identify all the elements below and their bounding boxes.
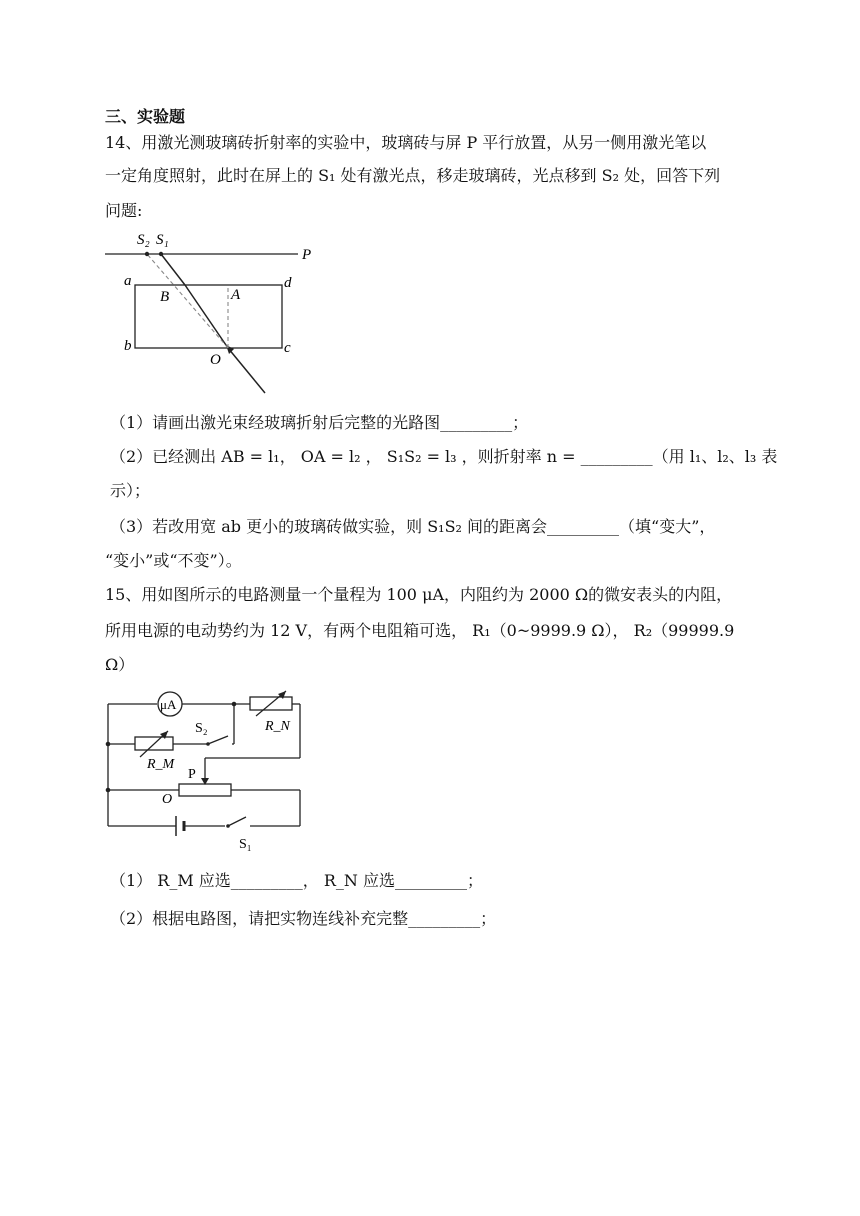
q14-sub-3b: “变小”或“不变”）。 [105,551,242,570]
label-c: c [284,340,291,356]
label-p: P [188,767,196,782]
point-s2 [145,252,149,256]
label-a-point: A [231,287,241,303]
q14-sub-1: （1）请画出激光束经玻璃折射后完整的光路图_________； [110,413,529,432]
label-b-corner: b [124,338,132,354]
label-rn: R_N [265,719,290,734]
q14-sub-2a: （2）已经测出 AB = l₁， OA = l₂ ， S₁S₂ = l₃ ，则折射率 n = _________（用 l₁、l₂、l₃ 表 [110,447,778,466]
switch-s2 [208,736,228,744]
label-s1: S₁ [156,232,169,248]
label-s2: S₂ [137,232,150,248]
label-d: d [284,275,292,291]
circuit-diagram [100,686,310,856]
label-p: P [302,247,312,263]
glass-brick [135,285,282,348]
q15-sub-2: （2）根据电路图，请把实物连线补充完整_________； [110,909,497,928]
section-title: 三、实验题 [105,107,186,126]
rheostat [179,784,231,796]
point-s1 [159,252,163,256]
q14-sub-2b: 示）； [110,481,151,500]
q14-line-3: 问题: [105,201,143,220]
label-a-corner: a [124,273,132,289]
incident-ray [228,348,265,393]
label-meter: μA [160,697,177,712]
switch-s1 [228,817,246,826]
refraction-figure [100,228,330,404]
circuit-figure [100,686,310,860]
q15-line-1: 15、用如图所示的电路测量一个量程为 100 μA，内阻约为 2000 Ω的微安表头的内阻， [105,585,733,604]
refraction-diagram [100,228,330,400]
q14-sub-3a: （3）若改用宽 ab 更小的玻璃砖做实验，则 S₁S₂ 间的距离会_________（填“变大”， [110,517,716,536]
label-rm: R_M [147,757,175,772]
label-s2: S₂ [195,721,208,736]
label-o: O [210,352,221,368]
emergent-ray [161,254,185,285]
q15-line-2: 所用电源的电动势约为 12 V，有两个电阻箱可选， R₁（0~9999.9 Ω）， R₂（99999.9 [105,621,735,640]
q15-sub-1: （1） R_M 应选_________， R_N 应选_________； [110,871,484,890]
label-s1: S₁ [239,837,252,852]
q14-line-2: 一定角度照射，此时在屏上的 S₁ 处有激光点，移走玻璃砖，光点移到 S₂ 处，回答下列 [105,166,721,185]
q14-line-1: 14、用激光测玻璃砖折射率的实验中，玻璃砖与屏 P 平行放置，从另一侧用激光笔以 [105,133,707,152]
label-b-point: B [160,289,170,305]
q15-line-3: Ω） [105,655,135,674]
refracted-ray [185,285,228,348]
label-o: O [162,792,173,807]
